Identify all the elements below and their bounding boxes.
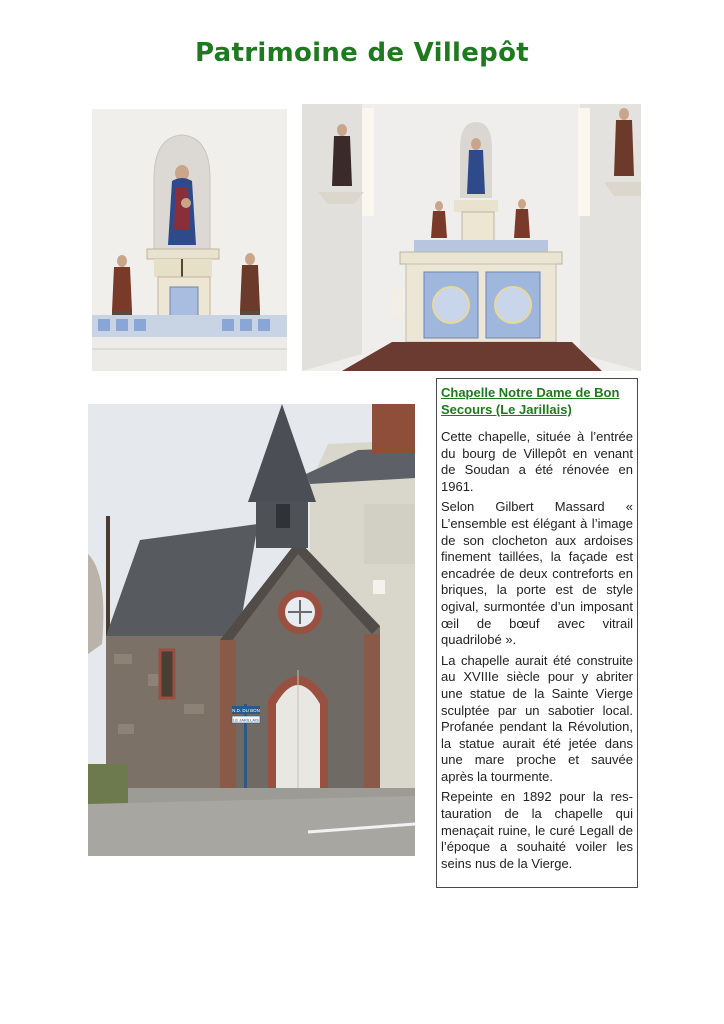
niche-photo	[92, 109, 287, 371]
paragraph-2: Selon Gilbert Massard « L’ensemble est élégant à l’image de son clocheton aux ardoises finement taillées, la façade est encadrée de deux contreforts en briques, la porte est de style ogival, surmontée d’un imposant œil de bœuf avec vitrail quadrilobé ».	[441, 499, 633, 648]
sign-line-2: LE JARILLAIS	[233, 717, 259, 723]
paragraph-1: Cette chapelle, située à l’entrée du bourg de Villepôt en venant de Soudan a été rénovée en 1961.	[441, 429, 633, 494]
page-title: Patrimoine de Villepôt	[195, 38, 529, 68]
description-box	[436, 378, 638, 888]
sign-line-1: N.D. DU BON	[232, 708, 260, 713]
chapel-illustration	[88, 404, 415, 856]
paragraph-3: La chapelle aurait été construite au XVIIIe siècle pour y abriter une statue de la Sainte Vierge sculptée par un sabotier local. Profanée pendant la Révolution, la statue aurait été jetée dans une mare proche et sauvée après la tourmente.	[441, 652, 633, 784]
box-title: Chapelle Notre Dame de Bon Secours (Le Jarillais)	[441, 385, 620, 417]
chapel-photo	[88, 404, 415, 856]
altar-illustration	[302, 104, 641, 371]
niche-illustration	[92, 109, 287, 371]
altar-photo	[302, 104, 641, 371]
paragraph-4: Repeinte en 1892 pour la restauration de la chapelle qui menaçait ruine, le curé Legall de l’époque a souhaité voiler les seins nus de la Vierge.	[441, 789, 633, 871]
